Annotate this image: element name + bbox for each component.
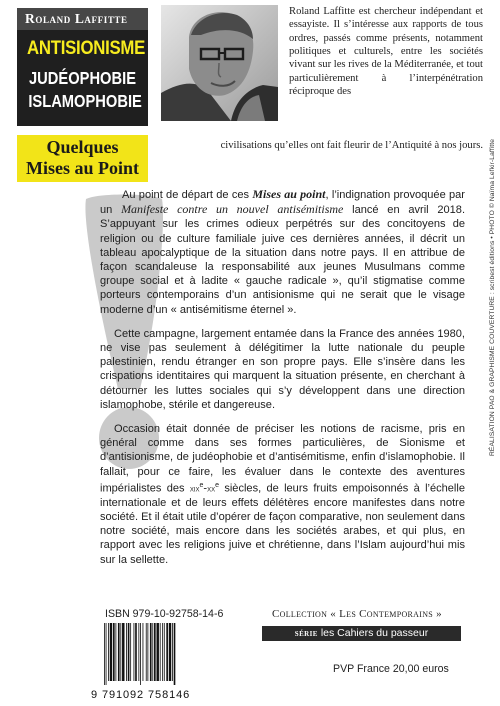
barcode-bar: [169, 623, 171, 681]
barcode-bar: [113, 623, 115, 681]
subtitle: [17, 137, 148, 179]
title-line-antisionisme: ANTISIONISME: [27, 37, 146, 59]
credit-text: RÉALISATION PAO & GRAPHISME COUVERTURE : scribest éditions • PHOTO © Naïma Lefkir-Laffitte: [489, 138, 496, 456]
barcode-bar: [122, 623, 124, 681]
back-cover-text: [100, 187, 465, 577]
price: PVP France 20,00 euros: [333, 663, 449, 675]
barcode-bar: [146, 623, 147, 681]
barcode-bar: [128, 623, 130, 681]
barcode-bar: [130, 623, 131, 681]
barcode-bar: [156, 623, 158, 681]
author-bio: Roland Laffitte est chercheur indépendant et essayiste. Il s’intéresse aux rapports de tous ordres, passés comme présents, notamment politiques et culturels, entre les sociétés vivant sur les rives de la Méditerranée, et tout particulièrement à l’interpénétration réciproque des: [289, 6, 483, 98]
barcode-bar: [106, 623, 107, 685]
barcode-bar: [110, 623, 112, 681]
barcode-bar: [120, 623, 121, 681]
title-line-judeophobie: JUDÉOPHOBIE: [28, 68, 136, 88]
serie-name: les Cahiers du passeur: [320, 627, 429, 639]
author-name: Roland Laffitte: [17, 8, 148, 30]
barcode-bar: [140, 623, 141, 685]
barcode-bar: [154, 623, 156, 681]
serie-label: série: [294, 628, 318, 639]
paragraph-2: Cette campagne, largement entamée dans la France des années 1980, ne vise pas seulement à délégitimer la lutte nationale du peuple palestinien, rendu étranger en son propre pays. Elle s’insère dans les crispations identitaires qui marquent la situation présente, en cherchant à détourner les luttes sociales qui s’y développent dans une direction islamophobe, stérile et dangereuse.: [100, 327, 465, 411]
paragraph-1: [100, 187, 465, 317]
barcode-icon: [103, 623, 210, 685]
barcode-bar: [118, 623, 120, 681]
p3-century-20-sup: e: [215, 481, 220, 489]
portrait-illustration: [161, 5, 278, 121]
title-line-islamophobie: ISLAMOPHOBIE: [28, 91, 142, 111]
barcode-bar: [126, 623, 127, 681]
p3-text-g: siècles, de leurs fruits empoisonnés à l’échelle internationale et de leurs effets délétères encore manifestes dans notre société. Et il était utile d’opérer de façon comparative, non seulement dans notre société, mais encore dans les sociétés arabes, et qui plus, en rapport avec les religions juive et chrétienne, dans l’Islam aujourd’hui mis sur la sellette.: [100, 482, 465, 566]
subtitle-line-2: Mises au Point: [25, 158, 139, 178]
barcode-digits: 9 791092 758146: [91, 689, 191, 701]
p1-text-e: lancé en avril 2018. S’appuyant sur les crimes odieux perpétrés sur des concitoyens de religion ou de culture familiale juive ces dernières années, il décrit un tableau apocalyptique de la situation dans notre pays. Il en attribue de façon scandaleuse la responsabilité aux jeunes Musulmans comme groupe social et à ladite « gauche radicale », qu’il stigmatise comme porteurs contemporains d’un antisionisme qui ne serait que le visage moderne d’un « antisémitisme éternel ».: [100, 204, 466, 316]
barcode-bar: [138, 623, 139, 681]
subtitle-line-1: Quelques: [46, 137, 119, 157]
barcode-bar: [147, 623, 148, 681]
barcode-bar: [150, 623, 152, 681]
p3-text-a: Occasion était donnée de préciser les notions de racisme, pris en général comme dans ses formes particulières, de Sionisme et d’antisionisme, de judéophobie et d’antisémitisme, enfin d’islamophobie. Il fallait, pour ce faire, les évaluer dans le contexte des aventures impérialistes des: [100, 423, 465, 495]
barcode-bar: [115, 623, 116, 681]
barcode-bar: [160, 623, 161, 681]
barcode-bar: [162, 623, 163, 681]
author-bio-last-line: civilisations qu’elles ont fait fleurir de l’Antiquité à nos jours.: [220, 140, 483, 151]
p1-text-c: , l’indignation provoquée par un: [100, 189, 465, 217]
serie-band: [262, 626, 461, 641]
barcode-bar: [108, 623, 109, 681]
isbn: ISBN 979-10-92758-14-6: [105, 608, 224, 620]
p3-century-19: xix: [189, 483, 200, 494]
barcode-bar: [174, 623, 176, 685]
author-portrait-photo: [161, 5, 278, 121]
p1-manifesto-title: Manifeste contre un nouvel antisémitisme: [121, 202, 344, 217]
barcode-bar: [135, 623, 137, 681]
p3-dash: -: [203, 482, 208, 495]
p3-century-19-sup: e: [199, 481, 204, 489]
p1-book-title: Mises au point: [252, 187, 326, 201]
p1-text-a: Au point de départ de ces: [122, 189, 253, 201]
paragraph-3: [100, 422, 465, 567]
barcode-bar: [166, 623, 168, 681]
p3-century-20: xx: [207, 483, 216, 494]
collection-name: Collection « Les Contemporains »: [272, 608, 442, 620]
barcode-bar: [152, 623, 153, 681]
barcode-bar: [164, 623, 165, 681]
barcode-bar: [172, 623, 173, 681]
barcode-bar: [134, 623, 135, 681]
barcode-bar: [143, 623, 144, 681]
barcode-bar: [104, 623, 105, 685]
